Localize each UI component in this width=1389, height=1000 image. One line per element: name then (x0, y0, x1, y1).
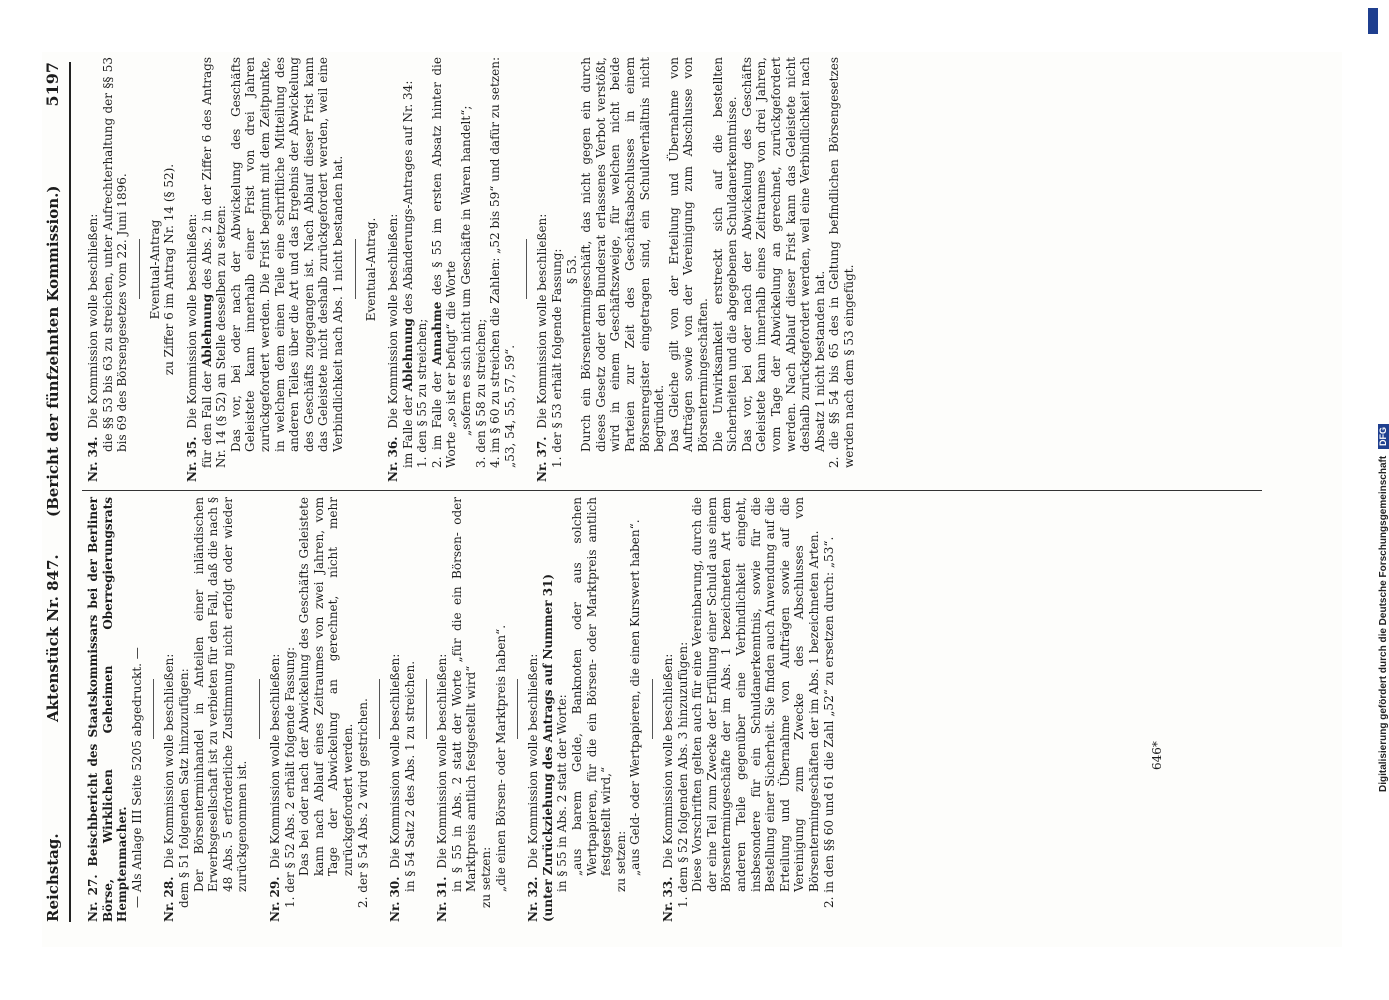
section-31 (435, 497, 508, 922)
section-line: 1. dem § 52 folgenden Abs. 3 hinzuzufügen: (675, 641, 690, 908)
separator (652, 680, 653, 740)
section-lead: Die Kommission wolle beschließen: (86, 213, 100, 429)
header-title: (Bericht der fünfzehnten Kommission.) (44, 185, 62, 517)
section-28 (162, 497, 250, 922)
column-divider (82, 490, 1262, 491)
digitization-text: Digitalisierung gefördert durch die Deutsche Forschungsgemeinschaft (1378, 455, 1389, 792)
separator (379, 680, 380, 740)
section-line: in § 55 in Abs. 2 statt der Worte: (555, 694, 570, 892)
section-line: „die einen Börsen- oder Marktpreis haben“. (493, 624, 508, 892)
section-lead: Die Kommission wolle beschließen: (535, 213, 550, 429)
section-body: Das vor, bei oder nach der Abwickelung des Geschäfts Geleistete kann innerhalb eines Zeitraumes von drei Jahren, vom Tage der Abwickelung an gerechnet, zurückgefordert werden. Nach Ablauf dieser Frist kann das Geleistete nicht deshalb zurückgefordert werden, weil eine Verbindlichkeit nach Absatz 1 nicht bestanden hat. (739, 57, 827, 452)
section-line: zu setzen: (613, 830, 628, 892)
emphasis-ablehnung: Ablehnung (400, 318, 415, 392)
section-line: „aus Geld- oder Wertpapieren, die einen Kurswert haben“. (628, 519, 643, 876)
separator (139, 240, 140, 300)
list-item: 2. im Falle der (429, 371, 444, 468)
section-body: Das vor, bei oder nach der Abwickelung des Geschäfts Geleistete kann innerhalb einer Frist von drei Jahren zurückgefordert werden. Die Frist beginnt mit dem Zeitpunkte, in welchem dem einen Teile eine schriftliche Mitteilung des anderen Teiles über die Art und das Ergebnis der Abwickelung des Geschäfts zugegangen ist. Nach Ablauf dieser Frist kann das Geleistete nicht deshalb zurückgefordert werden, weil eine Verbindlichkeit nach Abs. 1 nicht bestanden hat. (228, 57, 345, 452)
dfg-logo: DFG (1378, 424, 1389, 449)
section-line: „aus barem Gelde, Banknoten oder aus solchen Wertpapieren, für die ein Börsen- oder Marktpreis amtlich festgestellt wird,“ (570, 497, 614, 876)
section-number: Nr. 33. (661, 876, 675, 922)
section-line: dem § 51 folgenden Satz hinzuzufügen: (176, 668, 191, 908)
section-line: des Abänderungs-Antrages auf Nr. 34: (400, 80, 415, 315)
section-number: Nr. 28. (162, 876, 177, 922)
section-number: Nr. 37. (535, 436, 550, 482)
eventual-title: Eventual-Antrag. (363, 217, 378, 322)
section-lead: Die Kommission wolle beschließen: (661, 653, 675, 869)
section-37 (535, 57, 856, 482)
list-item-cont: des § 55 im ersten Absatz hinter die Worte „so ist er befugt“ die Worte (429, 57, 459, 468)
section-number: Nr. 36. (386, 436, 401, 482)
section-line: 2. die §§ 54 bis 65 des in Geltung befindlichen Börsengesetzes werden nach dem § 53 eingefügt. (827, 57, 856, 468)
list-item: 4. im § 60 zu streichen die Zahlen: „52 bis 59“ und dafür zu setzen: „53, 54, 55, 57, 59“. (488, 57, 517, 468)
emphasis-ablehnung: Ablehnung (199, 293, 214, 368)
header-page-number: 5197 (43, 62, 62, 107)
section-27 (86, 497, 144, 922)
paragraph-heading: § 53. (564, 255, 579, 284)
section-32 (526, 497, 643, 922)
section-number: Nr. 32. (526, 876, 541, 922)
section-body: Das Gleiche gilt von der Erteilung und Übernahme von Aufträgen sowie von der Vereinigung zum Abschlusse von Börsentermingeschäften. (666, 57, 710, 452)
section-36 (386, 57, 517, 482)
scanned-page (42, 52, 1342, 947)
header-doc-number: Aktenstück Nr. 847. (44, 554, 62, 722)
right-column (78, 57, 857, 482)
separator (355, 240, 356, 300)
section-note: — Als Anlage III Seite 5205 abgedruckt. — (129, 647, 144, 908)
section-line: des Abs. 2 in der Ziffer 6 des Antrags Nr. 14 (§ 52) an Stelle desselben zu setzen: (199, 57, 229, 468)
section-note: (unter Zurückziehung des Antrags auf Nummer 31) (540, 573, 555, 922)
digitization-note (1378, 2, 1389, 792)
printed-page-number: 646* (1150, 741, 1164, 770)
dfg-edge-mark (1368, 8, 1378, 34)
section-lead: Die Kommission wolle beschließen: (267, 653, 282, 869)
separator (153, 680, 154, 740)
section-34 (86, 57, 130, 482)
section-number: Nr. 27. (86, 874, 100, 922)
section-line: 1. der § 52 Abs. 2 erhält folgende Fassung: (282, 646, 297, 908)
separator (426, 680, 427, 740)
section-body: Die Unwirksamkeit erstreckt sich auf die bestellten Sicherheiten und die abgegebenen Schuldanerkenntnisse. (710, 57, 740, 452)
header-left: Reichstag. (44, 833, 62, 922)
section-number: Nr. 30. (388, 876, 403, 922)
section-lead: Die Kommission wolle beschließen: (184, 213, 199, 429)
section-lead: Die Kommission wolle beschließen: (388, 653, 403, 869)
section-lead: Die Kommission wolle beschließen: (526, 653, 541, 869)
separator (517, 680, 518, 740)
section-number: Nr. 34. (86, 436, 100, 482)
section-line: 2. in den §§ 60 und 61 die Zahl „52“ zu ersetzen durch: „53“. (821, 536, 836, 908)
list-item: 1. den § 55 zu streichen; (415, 318, 430, 468)
section-body: Durch ein Börsentermingeschäft, das nicht gegen ein durch dieses Gesetz oder den Bundesrat erlassenes Verbot verstößt, wird in einem Geschäftszweige, für welchen nicht beide Parteien zur Zeit des Geschäftsabschlusses in einem Börsenregister eingetragen sind, ein Schuldverhältnis nicht begründet. (579, 57, 667, 452)
eventual-heading-1 (148, 57, 177, 482)
section-30 (388, 497, 417, 922)
section-line: 1. der § 53 erhält folgende Fassung: (550, 248, 565, 468)
running-header (42, 62, 66, 922)
section-29 (268, 497, 370, 922)
section-line: im Falle der (400, 395, 415, 468)
separator (259, 680, 260, 740)
section-number: Nr. 35. (184, 436, 199, 482)
separator (526, 240, 527, 300)
section-number: Nr. 29. (267, 876, 282, 922)
eventual-subtitle: zu Ziffer 6 im Antrag Nr. 14 (§ 52). (162, 163, 177, 376)
section-line: in § 55 in Abs. 2 statt der Worte „für die ein Börsen- oder Marktpreis amtlich festgestellt wird“ (449, 497, 479, 892)
section-33 (661, 497, 836, 922)
rotated-page (42, 52, 1282, 932)
section-body: Das bei oder nach der Abwickelung des Geschäfts Geleistete kann nach Ablauf eines Zeitraumes von zwei Jahren, vom Tage der Abwickelung an gerechnet, nicht mehr zurückgefordert werden. (297, 497, 355, 876)
list-item: 3. den § 58 zu streichen; (473, 318, 488, 468)
list-item-quote: „sofern es sich nicht um Geschäfte in Waren handelt“; (459, 105, 474, 436)
eventual-title: Eventual-Antrag (147, 219, 162, 320)
left-column (78, 497, 836, 922)
section-body: Der Börsenterminhandel in Anteilen einer inländischen Erwerbsgesellschaft ist zu verbieten für den Fall, daß die nach § 48 Abs. 5 erforderliche Zustimmung nicht erfolgt oder wieder zurückgenommen ist. (191, 497, 250, 892)
section-body: die §§ 53 bis 63 zu streichen, unter Aufrechterhaltung der §§ 53 bis 69 des Börsengesetzes vom 22. Juni 1896. (100, 57, 130, 452)
section-line: 2. der § 54 Abs. 2 wird gestrichen. (355, 698, 370, 908)
section-lead: Die Kommission wolle beschließen: (162, 653, 177, 869)
section-body: Diese Vorschriften gelten auch für eine Vereinbarung, durch die der eine Teil zum Zwecke der Erfüllung einer Schuld aus einem Börsentermingeschäfte der im Abs. 1 bezeichneten Art dem anderen Teile gegenüber eine Verbindlichkeit eingeht, insbesondere für ein Schuldanerkenntnis, sowie für die Bestellung einer Sicherheit. Sie finden auch Anwendung auf die Erteilung und Übernahme von Aufträgen sowie auf die Vereinigung zum Zwecke des Abschlusses von Börsentermingeschäften der im Abs. 1 bezeichneten Arten. (690, 497, 821, 892)
section-number: Nr. 31. (435, 876, 450, 922)
section-lead: Die Kommission wolle beschließen: (435, 653, 450, 869)
section-line: in § 54 Satz 2 des Abs. 1 zu streichen. (402, 660, 417, 892)
eventual-heading-2 (364, 57, 379, 482)
section-35 (185, 57, 346, 482)
section-title: Beischbericht des Staatskommissars bei der Berliner Börse, Wirklichen Geheimen Oberregierungsrats Hemptenmacher. (86, 497, 130, 922)
section-line: für den Fall der (199, 371, 214, 468)
header-rule (69, 62, 71, 922)
emphasis-annahme: Annahme (429, 301, 444, 366)
section-lead: Die Kommission wolle beschließen: (386, 213, 401, 429)
section-line: zu setzen: (479, 846, 494, 908)
